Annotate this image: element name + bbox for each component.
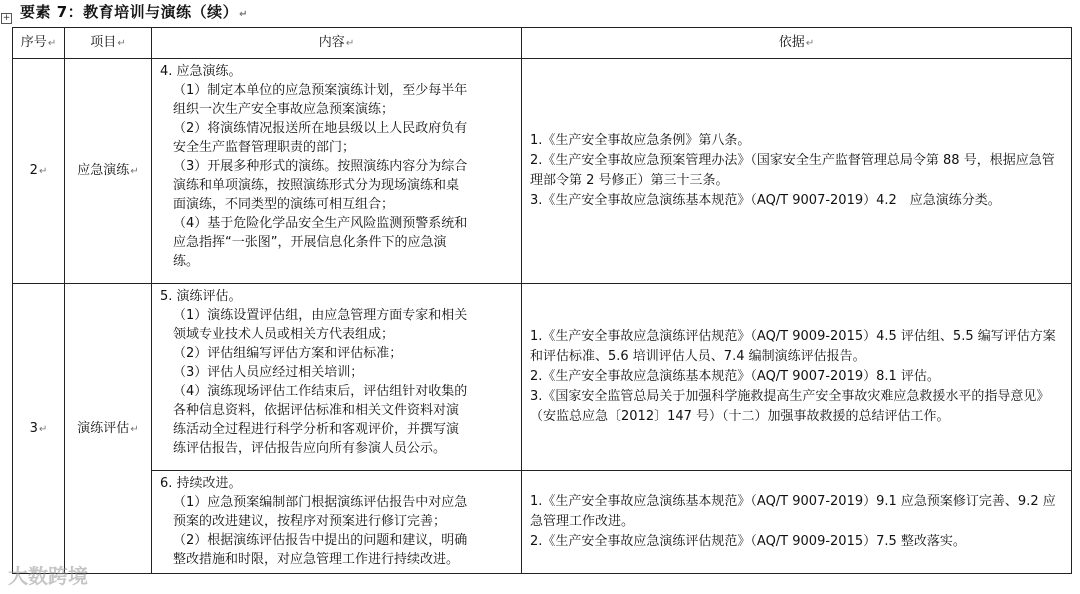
row-no: 2↵ bbox=[13, 59, 65, 284]
content-line: 整改措施和时限，对应急管理工作进行持续改进。 bbox=[173, 552, 460, 567]
content-line: （1）演练设置评估组，由应急管理方面专家和相关 bbox=[173, 308, 468, 323]
row-item: 应急演练↵ bbox=[65, 59, 152, 284]
content-line: 练活动全过程进行科学分析和客观评价，并撰写演 bbox=[173, 422, 460, 437]
table-row bbox=[13, 284, 1072, 471]
basis-line: 2.《生产安全事故应急演练评估规范》（AQ/T 9009-2015）7.5 整改落实。 bbox=[530, 534, 966, 549]
basis-line: 1.《生产安全事故应急演练评估规范》（AQ/T 9009-2015）4.5 评估组、5.5 编写评估方案和评估标准、5.6 培训评估人员、7.4 编制演练评估报告。 bbox=[530, 329, 1056, 364]
content-line: （4）演练现场评估工作结束后，评估组针对收集的 bbox=[173, 384, 468, 399]
header-no: 序号↵ bbox=[13, 28, 65, 59]
content-line: （1）制定本单位的应急预案演练计划，至少每半年 bbox=[173, 83, 468, 98]
page-title: 要素 7：教育培训与演练（续）↵ bbox=[20, 3, 249, 21]
row-content bbox=[152, 471, 522, 574]
content-line: （2）评估组编写评估方案和评估标准； bbox=[173, 346, 403, 361]
content-line: 演练和单项演练，按照演练形式分为现场演练和桌 bbox=[173, 178, 460, 193]
basis-line: 2.《生产安全事故应急预案管理办法》（国家安全生产监督管理总局令第 88 号，根据应急管理部令第 2 号修正）第三十三条。 bbox=[530, 153, 1055, 188]
table-row bbox=[13, 471, 1072, 574]
row-item: 演练评估↵ bbox=[65, 284, 152, 574]
table-row bbox=[13, 59, 1072, 284]
content-line: 5. 演练评估。 bbox=[160, 289, 242, 304]
requirements-table bbox=[12, 27, 1072, 574]
row-basis bbox=[522, 471, 1072, 574]
basis-line: 3.《国家安全监管总局关于加强科学施救提高生产安全事故灾难应急救援水平的指导意见》（安监总应急〔2012〕147 号）（十二）加强事故救援的总结评估工作。 bbox=[530, 389, 1050, 424]
content-line: 领域专业技术人员或相关方代表组成； bbox=[173, 327, 395, 342]
header-content: 内容↵ bbox=[152, 28, 522, 59]
content-line: 应急指挥“一张图”，开展信息化条件下的应急演 bbox=[173, 235, 447, 250]
content-line: 6. 持续改进。 bbox=[160, 476, 242, 491]
content-line: （4）基于危险化学品安全生产风险监测预警系统和 bbox=[173, 216, 468, 231]
content-line: （3）开展多种形式的演练。按照演练内容分为综合 bbox=[173, 159, 468, 174]
table-header-row bbox=[13, 28, 1072, 59]
basis-line: 3.《生产安全事故应急演练基本规范》（AQ/T 9007-2019）4.2 应急演练分类。 bbox=[530, 193, 1001, 208]
row-no: 3↵ bbox=[13, 284, 65, 574]
content-line: （3）评估人员应经过相关培训； bbox=[173, 365, 364, 380]
content-line: 4. 应急演练。 bbox=[160, 64, 242, 79]
content-line: 面演练，不同类型的演练可相互组合； bbox=[173, 197, 395, 212]
row-basis bbox=[522, 59, 1072, 284]
watermark: 大数跨境 bbox=[8, 564, 88, 588]
table-anchor-icon[interactable]: + bbox=[2, 13, 11, 23]
header-item: 项目↵ bbox=[65, 28, 152, 59]
content-line: 各种信息资料，依据评估标准和相关文件资料对演 bbox=[173, 403, 460, 418]
content-line: 组织一次生产安全事故应急预案演练； bbox=[173, 102, 395, 117]
row-content bbox=[152, 59, 522, 284]
basis-line: 1.《生产安全事故应急条例》第八条。 bbox=[530, 133, 751, 148]
content-line: 预案的改进建议，按程序对预案进行修订完善； bbox=[173, 514, 447, 529]
basis-line: 2.《生产安全事故应急演练基本规范》（AQ/T 9007-2019）8.1 评估。 bbox=[530, 369, 940, 384]
row-content bbox=[152, 284, 522, 471]
content-line: （1）应急预案编制部门根据演练评估报告中对应急 bbox=[173, 495, 468, 510]
content-line: （2）根据演练评估报告中提出的问题和建议，明确 bbox=[173, 533, 468, 548]
content-line: 练评估报告，评估报告应向所有参演人员公示。 bbox=[173, 441, 447, 456]
basis-line: 1.《生产安全事故应急演练基本规范》（AQ/T 9007-2019）9.1 应急预案修订完善、9.2 应急管理工作改进。 bbox=[530, 494, 1056, 529]
content-line: 安全生产监督管理职责的部门； bbox=[173, 140, 356, 155]
content-line: （2）将演练情况报送所在地县级以上人民政府负有 bbox=[173, 121, 468, 136]
row-basis bbox=[522, 284, 1072, 471]
content-line: 练。 bbox=[173, 254, 200, 269]
header-basis: 依据↵ bbox=[522, 28, 1072, 59]
